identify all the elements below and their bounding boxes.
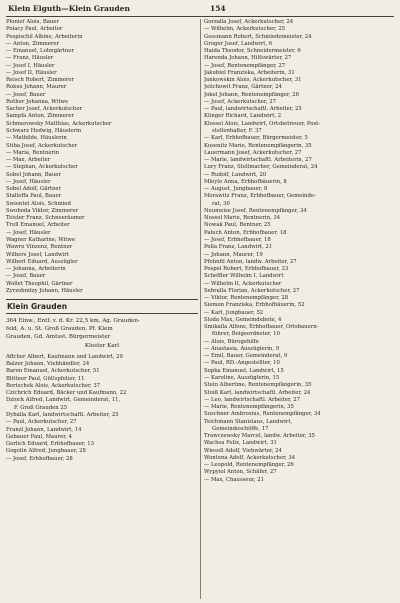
directory-entry: stellenhalter, F. 37 xyxy=(212,127,262,134)
directory-entry: — Josef, Erbhofbauer, 18 xyxy=(204,236,271,243)
directory-entry: — Anastasia, Auszüglerin, 9 xyxy=(204,345,280,352)
place-info xyxy=(6,317,198,350)
directory-entry: — Josef, Ackerkutscher, 27 xyxy=(204,98,276,105)
directory-entry: — Mathilde, Häuslerin xyxy=(6,135,67,142)
section-title-klein-grauden: Klein Grauden xyxy=(6,299,198,314)
directory-entry: Nossol Marie, Rentnerin, 34 xyxy=(204,215,281,222)
entry-list-right xyxy=(204,19,396,484)
directory-entry: Reisch Robert, Zimmerer xyxy=(6,77,75,84)
directory-entry: Sebralla Florian, Ackerkutscher, 27 xyxy=(204,287,300,294)
directory-entry: Schmerowsky Matthias, Ackerkutscher xyxy=(6,120,112,127)
directory-entry: Siemon Franziska, Erbhofbäuerin, 52 xyxy=(204,302,305,309)
directory-entry: Dyballa Karl, landwirtschaftl. Arbeiter, 25 xyxy=(6,411,119,418)
directory-entry: — Josef, Bauer xyxy=(6,273,46,280)
directory-entry: — Stephan, Ackerkutscher xyxy=(6,164,78,171)
directory-entry: — Alois, Bürogehilfe xyxy=(204,338,259,345)
directory-entry: Klossel Alois, Landwirt, Ortsbetreuer, Post- xyxy=(204,120,321,127)
directory-entry: — Josef II, Häusler xyxy=(6,69,57,76)
directory-entry: — Wilhelm II, Ackerkutscher xyxy=(204,280,282,287)
directory-entry: — Wilhelm, Ackerkutscher, 25 xyxy=(204,26,286,33)
directory-entry: Kusenitz Marie, Rentenempfängerin, 35 xyxy=(204,142,312,149)
directory-entry: — Franz, Häusler xyxy=(6,55,54,62)
directory-entry: — Leo, landwirtschaftl. Arbeiter, 27 xyxy=(204,396,301,403)
directory-entry: Plonief Alois, Bauer xyxy=(6,19,59,25)
directory-entry: — Viktor, Rentenempfänger, 28 xyxy=(204,295,289,302)
directory-entry: Gemeindeschöffe, 17 xyxy=(212,425,269,432)
directory-entry: rat, 30 xyxy=(212,200,230,207)
directory-entry: Neumeise Josef, Rentenempfänger, 34 xyxy=(204,207,307,214)
directory-entry: Wiesoll Adolf, Viehwärter, 24 xyxy=(204,447,282,454)
directory-entry: Teister Franz, Schneeräumer xyxy=(6,215,85,222)
mayor-name: Kloster Karl xyxy=(84,342,120,349)
directory-entry: Groger Josef, Landwirt, 6 xyxy=(204,40,273,47)
directory-entry: — Leopold, Rentenempfänger, 26 xyxy=(204,462,294,469)
directory-entry: — Emanuel, Lohngärtner xyxy=(6,48,74,55)
directory-entry: — Rudolf, Landwirt, 20 xyxy=(204,171,267,178)
directory-entry: — Marie, landwirtschaftl. Arbeiterin, 27 xyxy=(204,157,312,164)
directory-entry: — Karl, Erbhofbauer, Bürgermeister, 5 xyxy=(204,135,308,142)
directory-entry: Sobel Adolf, Gärtner xyxy=(6,186,62,193)
directory-entry: Suschner Ambrosius, Rentenempfänger, 34 xyxy=(204,411,321,418)
directory-entry: Klinger Richard, Landwirt, 2 xyxy=(204,113,282,120)
directory-entry: Mleylo Anna, Erbhofbäuerin, 8 xyxy=(204,178,287,185)
directory-entry: Scheffler Wilhelm I, Landwirt xyxy=(204,273,284,280)
directory-entry: — Karoline, Auszüglerin, 15 xyxy=(204,375,280,382)
directory-entry: Jankowskin Alois, Ackerkutscher, 31 xyxy=(204,77,302,84)
place-info-line: feld, A. u. St. Groß Grauden, Pf. Klein xyxy=(6,326,113,333)
directory-entry: Stein Albertine, Rentenempfängerin, 35 xyxy=(204,382,312,389)
directory-entry: Pospischil Albine, Arbeiterin xyxy=(6,33,83,40)
directory-entry: Sloda Max, Gemeindebote, 4 xyxy=(204,316,282,323)
right-column xyxy=(204,19,396,599)
directory-entry: Wollet Theophil, Gärtner xyxy=(6,280,73,287)
directory-entry: Gerlich Eduard, Erbhofbauer, 13 xyxy=(6,441,94,448)
directory-entry: Stoiß Karl, landwirtschaftl. Arbeiter, 24 xyxy=(204,389,311,396)
directory-entry: — Paul, Ackerkutscher, 27 xyxy=(6,419,77,426)
directory-entry: — Max, Chausseur, 21 xyxy=(204,476,264,483)
directory-entry: Franzl Johann, Landwirt, 14 xyxy=(6,426,82,433)
directory-entry: Trell Emanuel, Arbeiter xyxy=(6,222,70,229)
directory-entry: — Max, Arbeiter xyxy=(6,157,51,164)
directory-entry: Rother Johanna, Witwe xyxy=(6,98,69,105)
directory-entry: führer, Beigeordneter, 10 xyxy=(212,331,280,338)
directory-entry: Wontena Adolf, Ackerkutscher, 34 xyxy=(204,454,296,461)
directory-entry: Pospel Robert, Erbhofbauer, 23 xyxy=(204,266,289,273)
directory-entry: Wawro Vinzenz, Rentner xyxy=(6,244,73,251)
directory-entry: Baron Emanuel, Ackerkutscher, 51 xyxy=(6,368,100,375)
directory-entry: Gossmann Robert, Schmiedemeister, 24 xyxy=(204,33,312,40)
directory-entry: — Emil, Bauer, Gemeinderat, 9 xyxy=(204,353,288,360)
directory-entry: Gebauer Paul, Maurer, 4 xyxy=(6,433,72,440)
left-column xyxy=(6,19,198,599)
directory-entry: Smikalla Alfons, Erbhofbauer, Ortsbauern- xyxy=(204,324,319,331)
entry-list-top xyxy=(6,19,198,295)
directory-entry: Wagner Katharine, Witwe xyxy=(6,236,76,243)
directory-entry: F. Groß Grauden 25 xyxy=(14,404,68,411)
directory-entry: Sampfa Anton, Zimmerer xyxy=(6,113,75,120)
directory-entry: Morawitz Franz, Erbhofbauer, Gemeinde- xyxy=(204,193,316,200)
place-info-line: 364 Einw., Entf. v. d. Kr. 22,5 km, Ag. Grauden- xyxy=(6,318,140,325)
directory-entry: — Anton, Zimmerer xyxy=(6,40,60,47)
directory-entry: — Johanna, Arbeiterin xyxy=(6,266,66,273)
directory-entry: Schwarz Hedwig, Häuslerin xyxy=(6,127,82,134)
directory-entry: Rokus Johann, Maurer xyxy=(6,84,67,91)
directory-entry: — Josef, Erbhofbauer, 28 xyxy=(6,455,73,462)
directory-entry: Gorzalla Josef, Ackerkutscher, 24 xyxy=(204,19,294,25)
directory-entry: — Maria, Rentnerin xyxy=(6,149,60,156)
directory-entry: Affcher Albert, Kaufmann und Landwirt, 29 xyxy=(6,353,123,360)
directory-entry: — Karl, Jungbauer, 52 xyxy=(204,309,264,316)
directory-entry: Teichmann Stanislaus, Landwirt, xyxy=(204,418,293,425)
directory-entry: Pella Franz, Landwirt, 21 xyxy=(204,244,273,251)
page-number: 154 xyxy=(210,4,226,13)
column-divider xyxy=(200,19,201,599)
directory-entry: Balzer Johann, Viehhändler, 24 xyxy=(6,361,90,368)
directory-entry: Lury Franz, Stellmacher, Gemeinderat, 24 xyxy=(204,164,318,171)
directory-entry: — Josef, Häusler xyxy=(6,229,51,236)
place-info-line: Grauden, Gd. Amtsst. Bürgermeister xyxy=(6,334,111,341)
directory-entry: Stiba Josef, Ackerkutscher xyxy=(6,142,78,149)
directory-entry: Nowak Paul, Rentner, 25 xyxy=(204,222,271,229)
page-header xyxy=(6,4,394,17)
entry-list-bottom xyxy=(6,354,198,463)
directory-entry: Czichrich Eduard, Bäcker und Kaufmann, 22 xyxy=(6,390,127,397)
directory-entry: Sopka Emanuel, Landwirt, 15 xyxy=(204,367,284,374)
directory-entry: Swoboda Viktor, Zimmerer xyxy=(6,207,79,214)
directory-entry: Wachsa Felix, Landwirt, 31 xyxy=(204,440,277,447)
directory-entry: — Josef I, Häusler xyxy=(6,62,55,69)
directory-entry: Dziock Alfred, Landwirt, Gemeinderat, 11, xyxy=(6,397,121,404)
directory-entry: Polacy Paul, Arbeiter xyxy=(6,26,63,33)
directory-entry: Pfohnfil Anton, landw. Arbeiter, 27 xyxy=(204,258,297,265)
directory-entry: — Josef, Rentenempfänger, 27 xyxy=(204,62,286,69)
directory-entry: — Paul, RD.-Angestellter, 10 xyxy=(204,360,280,367)
directory-entry: Jelichowit Franz, Gärtner, 24 xyxy=(204,84,282,91)
directory-entry: Gogolin Alfred, Jungbauer, 28 xyxy=(6,448,86,455)
directory-entry: — Josef, Häusler xyxy=(6,178,51,185)
directory-entry: — Johann, Maurer, 19 xyxy=(204,251,263,258)
directory-entry: Bortschek Alois, Ackerkutscher, 37 xyxy=(6,382,101,389)
directory-entry: Paluch Anton, Erbhofbauer, 18 xyxy=(204,229,287,236)
directory-entry: Swiontel Alois, Schmied xyxy=(6,200,71,207)
running-head: Klein Elguth—Klein Grauden xyxy=(8,4,130,13)
directory-entry: — Paul, landwirtschaftl. Arbeiter, 25 xyxy=(204,106,302,113)
directory-entry: Zyrzobnitzy Johann, Häusler xyxy=(6,287,83,294)
directory-entry: Stalloffa Paul, Bauer xyxy=(6,193,62,200)
directory-entry: Harenda Johann, Hilfswärter, 27 xyxy=(204,55,292,62)
directory-entry: Blittner Paul, Gütlspfelier, 11 xyxy=(6,375,85,382)
directory-entry: Jakubiel Franziska, Arbeiterin, 31 xyxy=(204,69,295,76)
directory-entry: — Josef, Bauer xyxy=(6,91,46,98)
directory-entry: Lauermann Josef, Ackerkutscher, 27 xyxy=(204,149,302,156)
directory-entry: Jokel Johann, Rentenempfänger, 26 xyxy=(204,91,299,98)
directory-entry: — August, Jungbauer, 8 xyxy=(204,186,268,193)
directory-entry: Sacher Josef, Ackerkutscher xyxy=(6,106,83,113)
directory-entry: Haida Theodor, Schneidermeister, 6 xyxy=(204,48,301,55)
directory-entry: Wypyiol Anton, Schäfer, 27 xyxy=(204,469,277,476)
directory-entry: Trawczewsky Marcel, landw. Arbeiter, 35 xyxy=(204,433,315,440)
directory-entry: Wilbert Eduard, Auszügler xyxy=(6,258,78,265)
directory-entry: Wilbers Josef, Landwirt xyxy=(6,251,69,258)
directory-entry: Sobel Johann, Bauer xyxy=(6,171,61,178)
directory-entry: — Marie, Rentenempfängerin, 35 xyxy=(204,404,294,411)
